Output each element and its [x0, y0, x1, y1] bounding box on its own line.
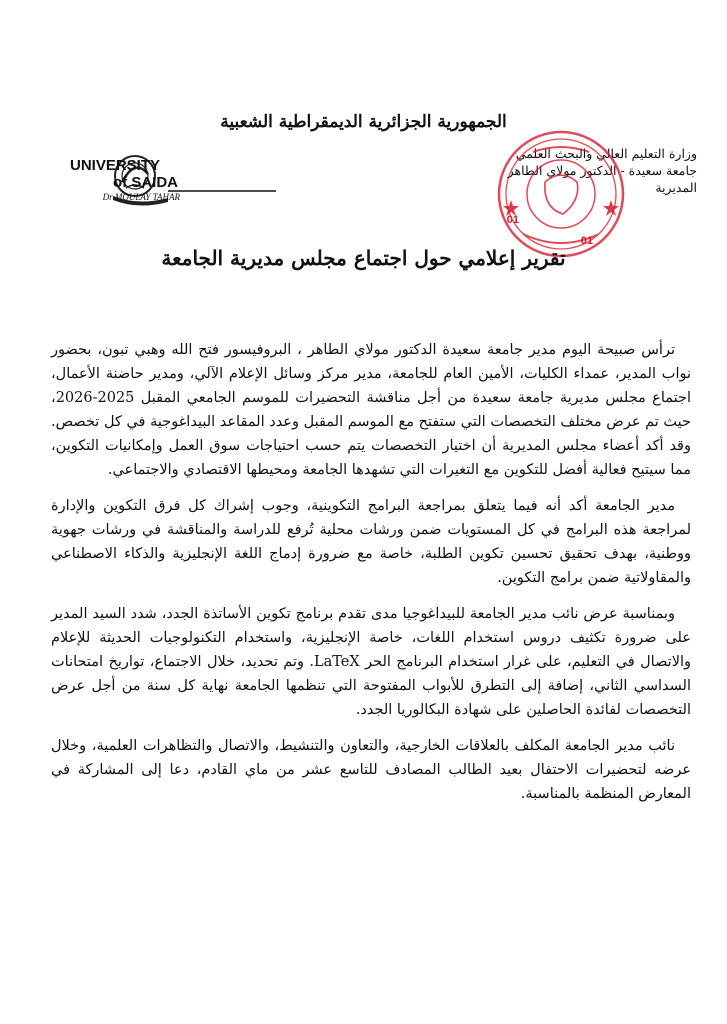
paragraph-1: ترأس صبيحة اليوم مدير جامعة سعيدة الدكتور مولاي الطاهر ، البروفيسور فتح الله وهبي تبون، بحضور نواب المدير، عمداء الكليات، الأمين العام للجامعة، مدير مركز وسائل الإعلام الآلي، ومدير حاضنة الأعمال، اجتماع مجلس مديرية جامعة سعيدة من أجل مناقشة التحضيرات للموسم الجامعي المقبل 2025-2026، حيث تم عرض مختلف التخصصات التي ستفتح مع الموسم المقبل وعدد المقاعد البيداغوجية في كل تخصص. وقد أكد أعضاء مجلس المديرية أن اختيار التخصصات يتم حسب احتياجات سوق العمل وإمكانيات التكوين، مما سيتيح فعالية أفضل للتكوين مع التغيرات التي تشهدها الجامعة ومحيطها الاقتصادي والاجتماعي. — [51, 342, 691, 478]
logo-text-university: UNIVERSITY — [69, 157, 160, 174]
logo-text-of-saida: of SAIDA — [113, 174, 178, 191]
paragraph-2: مدير الجامعة أكد أنه فيما يتعلق بمراجعة البرامج التكوينية، وجوب إشراك كل فرق التكوين والإدارة لمراجعة هذه البرامج في كل المستويات ضمن ورشات محلية تُرفع للدراسة والمناقشة في ورشات جهوية ووطنية، بهدف تحقيق تحسين تكوين الطلبة، خاصة مع ضرورة إدماج اللغة الإنجليزية والذكاء الاصطناعي والمقاولاتية ضمن برامج التكوين. — [51, 498, 691, 586]
university-logo — [69, 152, 283, 210]
republic-name: الجمهورية الجزائرية الديمقراطية الشعبية — [220, 112, 507, 132]
directorate-line: المديرية — [655, 180, 697, 195]
official-stamp — [483, 124, 633, 264]
report-body — [51, 338, 691, 818]
paragraph-4: نائب مدير الجامعة المكلف بالعلاقات الخارجية، والتعاون والتنشيط، والاتصال والتظاهرات العلمية، وخلال عرضه لتحضيرات الاحتفال بعيد الطالب المصادف للتاسع عشر من ماي القادم، دعا إلى المشاركة في المعارض المنظمة بالمناسبة. — [51, 738, 691, 802]
stamp-number-left: 01 — [506, 214, 519, 226]
ministry-line: وزارة التعليم العالي والبحث العلمي — [515, 146, 697, 161]
stamp-number-right: 01 — [580, 235, 593, 247]
logo-text-founder: Dr MOULAY TAHAR — [102, 192, 180, 202]
document-title: تقرير إعلامي حول اجتماع مجلس مديرية الجامعة — [161, 246, 566, 270]
university-line: جامعة سعيدة - الدكتور مولاي الطاهر — [507, 163, 697, 178]
paragraph-3: وبمناسبة عرض نائب مدير الجامعة للبيداغوجيا مدى تقدم برنامج تكوين الأساتذة الجدد، شدد السيد المدير على ضرورة تكثيف دروس استخدام اللغات، خاصة الإنجليزية، واستخدام التكنولوجيات الحديثة للإعلام والاتصال في التعليم، على غرار استخدام البرنامج الحر LaTeX. وتم تحديد، خلال الاجتماع، تواريخ امتحانات السداسي الثاني، إضافة إلى التطرق للأبواب المفتوحة التي تنظمها الجامعة نهاية كل سنة من أجل عرض التخصصات لفائدة الحاصلين على شهادة البكالوريا الجدد. — [51, 606, 692, 718]
